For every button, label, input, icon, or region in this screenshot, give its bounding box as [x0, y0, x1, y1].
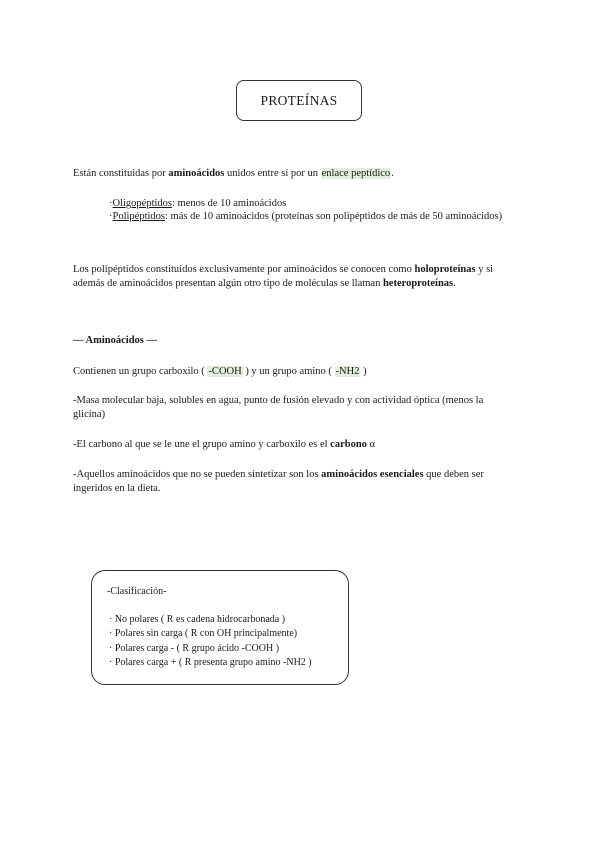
esenciales-line-1: -Aquellos aminoácidos que no se pueden sintetizar son los aminoácidos esenciales que deben ser	[73, 469, 484, 480]
title-box	[236, 80, 362, 121]
page-title: PROTEÍNAS	[260, 92, 338, 108]
heteroproteinas-bold: heteroproteínas	[382, 278, 454, 289]
groups-line: Contienen un grupo carboxilo ( -COOH ) y un grupo amino ( -NH2 )	[73, 366, 367, 377]
intro-bold: aminoácidos	[168, 168, 225, 179]
clasificacion-item: · Polares carga + ( R presenta grupo amino -NH2 )	[109, 657, 312, 668]
clasificacion-item: · No polares ( R es cadena hidrocarbonada )	[109, 614, 286, 625]
intro-text: unidos entre sí por un	[224, 168, 321, 179]
def-polipeptidos: ·Polipéptidos: más de 10 aminoácidos (proteínas son polipéptidos de más de 50 aminoácidos)	[109, 211, 503, 222]
intro-text: .	[391, 168, 394, 179]
carbono-bold: carbono	[330, 439, 367, 450]
def-oligopeptidos: ·Oligopéptidos: menos de 10 aminoácidos	[109, 198, 287, 209]
highlight-cooh: -COOH	[208, 366, 242, 377]
aminoacidos-heading: — Aminoácidos —	[73, 335, 158, 346]
esenciales-bold: aminoácidos esenciales	[321, 469, 424, 480]
holoproteinas-bold: holoproteínas	[414, 264, 476, 275]
holo-line-2: además de aminoácidos presentan algún otro tipo de moléculas se llaman heteroproteínas.	[73, 278, 456, 289]
masa-line-1: -Masa molecular baja, solubles en agua, punto de fusión elevado y con actividad óptica (menos la	[73, 395, 484, 406]
masa-line-2: glicina)	[73, 409, 106, 420]
intro-paragraph	[73, 166, 394, 181]
def-term: Polipéptidos	[112, 211, 166, 222]
clasificacion-item: · Polares carga - ( R grupo ácido -COOH )	[109, 643, 280, 654]
clasificacion-item: · Polares sin carga ( R con OH principalmente)	[109, 628, 298, 639]
clasificacion-title: -Clasificación-	[107, 586, 167, 597]
holo-line-1: Los polipéptidos constituidos exclusivamente por aminoácidos se conocen como holoproteínas y si	[73, 264, 494, 275]
def-term: Oligopéptidos	[112, 198, 172, 209]
carbono-line: -El carbono al que se le une el grupo amino y carboxilo es el carbono α	[73, 439, 376, 450]
highlight-enlace: enlace peptídico	[321, 168, 391, 179]
esenciales-line-2: ingeridos en la dieta.	[73, 483, 161, 494]
intro-text: Están constituidas por	[73, 168, 169, 179]
highlight-nh2: -NH2	[335, 366, 360, 377]
